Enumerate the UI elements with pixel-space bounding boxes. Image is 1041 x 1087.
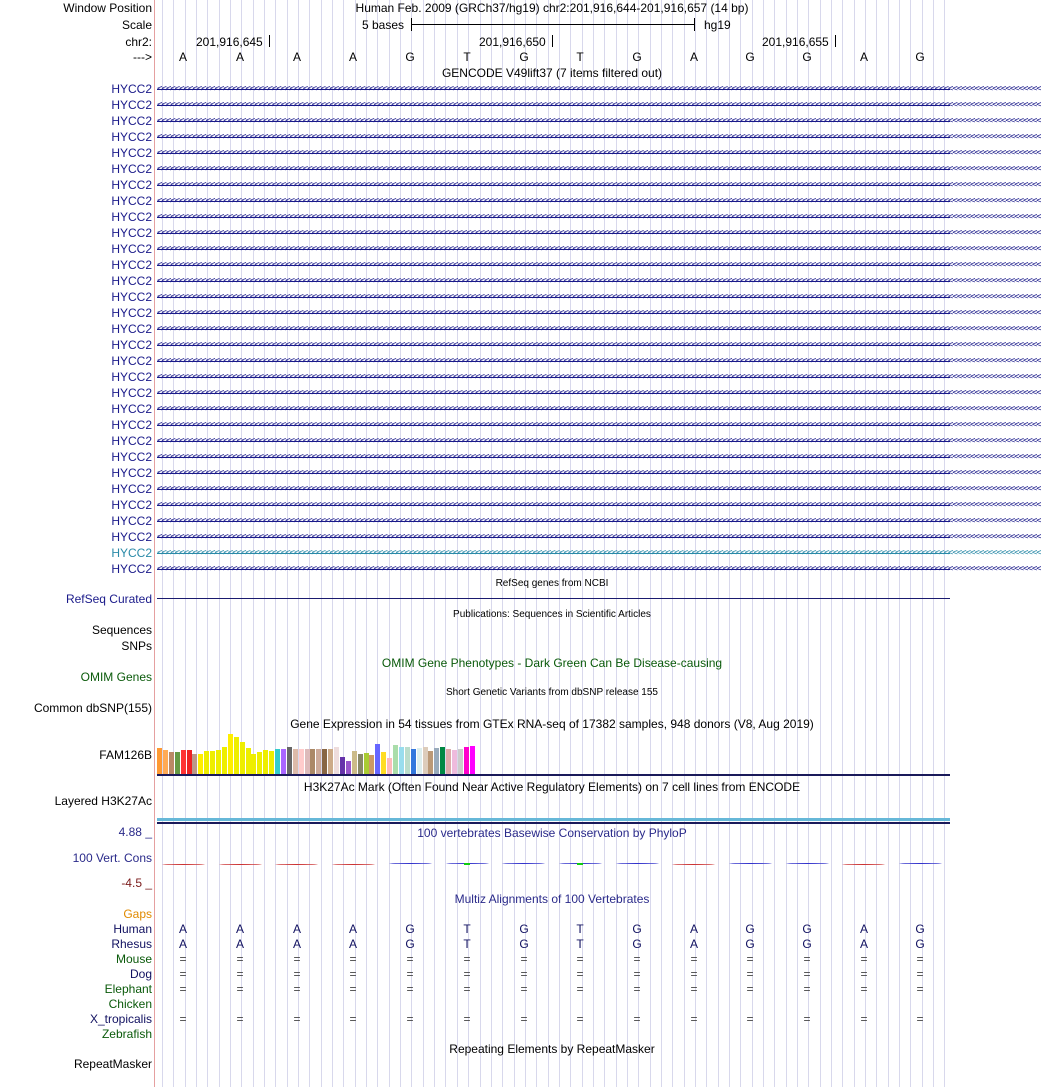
gencode-gene-label[interactable]: HYCC2	[111, 210, 152, 224]
multiz-aligned-base: =	[406, 967, 414, 981]
multiz-aligned-base: A	[292, 937, 302, 951]
phylop-y-min: -4.5 _	[121, 876, 152, 890]
gtex-tissue-bar[interactable]	[464, 747, 469, 774]
multiz-aligned-base: =	[690, 982, 698, 996]
multiz-aligned-base: G	[405, 937, 415, 951]
multiz-aligned-base: G	[915, 937, 925, 951]
base-letter: G	[519, 50, 529, 64]
gencode-gene-label[interactable]: HYCC2	[111, 226, 152, 240]
phylop-track-label[interactable]: 100 Vert. Cons	[72, 851, 152, 865]
multiz-aligned-base: =	[576, 952, 584, 966]
multiz-aligned-base: =	[746, 952, 754, 966]
gencode-gene-label[interactable]: HYCC2	[111, 258, 152, 272]
gtex-tissue-bar[interactable]	[210, 751, 215, 774]
gencode-strand-arrows: <<<<<<<<<<<<<<<<<<<<<<<<<<<<<<<<<<<<<<<<<<<<<<<<<<<<<<<<<<<<<<<<<<<<<<<<<<<<<<<<<<<<<<<<<<<<<<<<<<<<<<<<<<<<<<<<<<<<<<<<<<<<<<<<<<<<<<<<<<<<<<<<<<<<<<<<<<<<<<<<<<<<<<<<<<<<<<<<<<<<<<<<<<<<<<<<<<<<<<<<	[157, 484, 1041, 494]
multiz-aligned-base: =	[746, 967, 754, 981]
phylop-base-score[interactable]	[672, 864, 715, 866]
gtex-tissue-bar[interactable]	[346, 761, 351, 774]
multiz-species-label[interactable]: Chicken	[108, 997, 152, 1011]
multiz-aligned-base: T	[576, 937, 584, 951]
gtex-tissue-bar[interactable]	[446, 749, 451, 774]
publications-sequences-label[interactable]: Sequences	[91, 623, 152, 637]
phylop-base-score[interactable]	[332, 864, 375, 866]
position-tick	[269, 35, 270, 47]
multiz-aligned-base: =	[690, 967, 698, 981]
gtex-tissue-bar[interactable]	[375, 744, 380, 774]
gencode-strand-arrows: <<<<<<<<<<<<<<<<<<<<<<<<<<<<<<<<<<<<<<<<<<<<<<<<<<<<<<<<<<<<<<<<<<<<<<<<<<<<<<<<<<<<<<<<<<<<<<<<<<<<<<<<<<<<<<<<<<<<<<<<<<<<<<<<<<<<<<<<<<<<<<<<<<<<<<<<<<<<<<<<<<<<<<<<<<<<<<<<<<<<<<<<<<<<<<<<<<<<<<<<	[157, 148, 1041, 158]
base-letter: T	[576, 50, 584, 64]
multiz-aligned-base: =	[349, 967, 357, 981]
base-letter: G	[405, 50, 415, 64]
gtex-tissue-bar[interactable]	[458, 749, 463, 774]
multiz-track-title[interactable]: Multiz Alignments of 100 Vertebrates	[454, 892, 650, 906]
gtex-tissue-bar[interactable]	[334, 747, 339, 774]
multiz-aligned-base: =	[293, 982, 301, 996]
multiz-species-label[interactable]: Rhesus	[111, 937, 152, 951]
multiz-aligned-base: G	[519, 937, 529, 951]
gencode-strand-arrows: <<<<<<<<<<<<<<<<<<<<<<<<<<<<<<<<<<<<<<<<<<<<<<<<<<<<<<<<<<<<<<<<<<<<<<<<<<<<<<<<<<<<<<<<<<<<<<<<<<<<<<<<<<<<<<<<<<<<<<<<<<<<<<<<<<<<<<<<<<<<<<<<<<<<<<<<<<<<<<<<<<<<<<<<<<<<<<<<<<<<<<<<<<<<<<<<<<<<<<<<	[157, 308, 1041, 318]
multiz-aligned-base: =	[406, 952, 414, 966]
repeatmasker-track-label[interactable]: RepeatMasker	[73, 1057, 152, 1071]
phylop-y-max: 4.88 _	[118, 825, 152, 839]
gencode-gene-label[interactable]: HYCC2	[111, 530, 152, 544]
gtex-tissue-bar[interactable]	[287, 747, 292, 774]
gencode-strand-arrows: <<<<<<<<<<<<<<<<<<<<<<<<<<<<<<<<<<<<<<<<<<<<<<<<<<<<<<<<<<<<<<<<<<<<<<<<<<<<<<<<<<<<<<<<<<<<<<<<<<<<<<<<<<<<<<<<<<<<<<<<<<<<<<<<<<<<<<<<<<<<<<<<<<<<<<<<<<<<<<<<<<<<<<<<<<<<<<<<<<<<<<<<<<<<<<<<<<<<<<<<	[157, 180, 1041, 190]
multiz-aligned-base: A	[859, 937, 869, 951]
gtex-tissue-bar[interactable]	[440, 747, 445, 774]
phylop-base-score[interactable]	[275, 864, 318, 866]
position-tick	[835, 35, 836, 47]
phylop-base-score[interactable]	[842, 864, 885, 866]
multiz-aligned-base: =	[236, 967, 244, 981]
gtex-gene-label[interactable]: FAM126B	[99, 748, 152, 762]
multiz-aligned-base: G	[915, 922, 925, 936]
base-letter: T	[463, 50, 471, 64]
multiz-aligned-base: =	[633, 982, 641, 996]
multiz-aligned-base: =	[179, 1012, 187, 1026]
gtex-tissue-bar[interactable]	[275, 749, 280, 774]
multiz-aligned-base: =	[520, 1012, 528, 1026]
multiz-aligned-base: =	[179, 952, 187, 966]
gtex-tissue-bar[interactable]	[316, 749, 321, 774]
scale-bar-left-tick	[411, 18, 412, 31]
omim-track-label[interactable]: OMIM Genes	[80, 670, 152, 684]
gtex-tissue-bar[interactable]	[198, 754, 203, 774]
gencode-strand-arrows: <<<<<<<<<<<<<<<<<<<<<<<<<<<<<<<<<<<<<<<<<<<<<<<<<<<<<<<<<<<<<<<<<<<<<<<<<<<<<<<<<<<<<<<<<<<<<<<<<<<<<<<<<<<<<<<<<<<<<<<<<<<<<<<<<<<<<<<<<<<<<<<<<<<<<<<<<<<<<<<<<<<<<<<<<<<<<<<<<<<<<<<<<<<<<<<<<<<<<<<<	[157, 324, 1041, 334]
gencode-strand-arrows: <<<<<<<<<<<<<<<<<<<<<<<<<<<<<<<<<<<<<<<<<<<<<<<<<<<<<<<<<<<<<<<<<<<<<<<<<<<<<<<<<<<<<<<<<<<<<<<<<<<<<<<<<<<<<<<<<<<<<<<<<<<<<<<<<<<<<<<<<<<<<<<<<<<<<<<<<<<<<<<<<<<<<<<<<<<<<<<<<<<<<<<<<<<<<<<<<<<<<<<<	[157, 132, 1041, 142]
publications-track-title[interactable]: Publications: Sequences in Scientific Articles	[453, 609, 651, 620]
gencode-gene-label[interactable]: HYCC2	[111, 130, 152, 144]
multiz-aligned-base: =	[520, 952, 528, 966]
publications-snps-label[interactable]: SNPs	[121, 639, 152, 653]
multiz-aligned-base: A	[689, 937, 699, 951]
multiz-aligned-base: =	[293, 952, 301, 966]
gencode-gene-label[interactable]: HYCC2	[111, 290, 152, 304]
gtex-baseline	[157, 774, 950, 776]
gencode-gene-label[interactable]: HYCC2	[111, 242, 152, 256]
multiz-aligned-base: T	[463, 922, 471, 936]
multiz-species-label[interactable]: Human	[113, 922, 152, 936]
gtex-tissue-bar[interactable]	[352, 751, 357, 774]
multiz-aligned-base: =	[293, 1012, 301, 1026]
gencode-gene-label[interactable]: HYCC2	[111, 402, 152, 416]
gtex-tissue-bar[interactable]	[381, 752, 386, 774]
multiz-aligned-base: =	[463, 952, 471, 966]
scale-label: Scale	[121, 18, 152, 32]
gencode-strand-arrows: <<<<<<<<<<<<<<<<<<<<<<<<<<<<<<<<<<<<<<<<<<<<<<<<<<<<<<<<<<<<<<<<<<<<<<<<<<<<<<<<<<<<<<<<<<<<<<<<<<<<<<<<<<<<<<<<<<<<<<<<<<<<<<<<<<<<<<<<<<<<<<<<<<<<<<<<<<<<<<<<<<<<<<<<<<<<<<<<<<<<<<<<<<<<<<<<<<<<<<<<	[157, 212, 1041, 222]
multiz-aligned-base: =	[916, 967, 924, 981]
gencode-strand-arrows: <<<<<<<<<<<<<<<<<<<<<<<<<<<<<<<<<<<<<<<<<<<<<<<<<<<<<<<<<<<<<<<<<<<<<<<<<<<<<<<<<<<<<<<<<<<<<<<<<<<<<<<<<<<<<<<<<<<<<<<<<<<<<<<<<<<<<<<<<<<<<<<<<<<<<<<<<<<<<<<<<<<<<<<<<<<<<<<<<<<<<<<<<<<<<<<<<<<<<<<<	[157, 548, 1041, 558]
multiz-aligned-base: =	[633, 1012, 641, 1026]
refseq-gene-line[interactable]	[157, 598, 950, 599]
base-letter: A	[178, 50, 188, 64]
position-tick-label: 201,916,650	[479, 35, 546, 49]
multiz-aligned-base: A	[178, 937, 188, 951]
gtex-tissue-bar[interactable]	[157, 748, 162, 774]
multiz-aligned-base: =	[860, 967, 868, 981]
multiz-aligned-base: =	[349, 1012, 357, 1026]
base-letter: G	[802, 50, 812, 64]
multiz-aligned-base: =	[520, 982, 528, 996]
gencode-gene-label[interactable]: HYCC2	[111, 370, 152, 384]
gencode-strand-arrows: <<<<<<<<<<<<<<<<<<<<<<<<<<<<<<<<<<<<<<<<<<<<<<<<<<<<<<<<<<<<<<<<<<<<<<<<<<<<<<<<<<<<<<<<<<<<<<<<<<<<<<<<<<<<<<<<<<<<<<<<<<<<<<<<<<<<<<<<<<<<<<<<<<<<<<<<<<<<<<<<<<<<<<<<<<<<<<<<<<<<<<<<<<<<<<<<<<<<<<<<	[157, 164, 1041, 174]
phylop-base-score[interactable]	[219, 864, 262, 866]
gencode-gene-label[interactable]: HYCC2	[111, 482, 152, 496]
gencode-gene-label[interactable]: HYCC2	[111, 274, 152, 288]
multiz-species-label[interactable]: X_tropicalis	[89, 1012, 152, 1026]
gencode-gene-label[interactable]: HYCC2	[111, 338, 152, 352]
scale-bar	[411, 24, 694, 25]
multiz-aligned-base: =	[463, 1012, 471, 1026]
multiz-aligned-base: =	[916, 982, 924, 996]
gencode-gene-label[interactable]: HYCC2	[111, 546, 152, 560]
multiz-species-label[interactable]: Mouse	[115, 952, 152, 966]
multiz-aligned-base: A	[178, 922, 188, 936]
multiz-aligned-base: =	[520, 967, 528, 981]
gtex-tissue-bar[interactable]	[234, 737, 239, 774]
position-tick	[552, 35, 553, 47]
multiz-aligned-base: =	[916, 1012, 924, 1026]
multiz-aligned-base: G	[632, 937, 642, 951]
gencode-gene-label[interactable]: HYCC2	[111, 434, 152, 448]
gencode-gene-label[interactable]: HYCC2	[111, 354, 152, 368]
multiz-aligned-base: A	[859, 922, 869, 936]
gencode-strand-arrows: <<<<<<<<<<<<<<<<<<<<<<<<<<<<<<<<<<<<<<<<<<<<<<<<<<<<<<<<<<<<<<<<<<<<<<<<<<<<<<<<<<<<<<<<<<<<<<<<<<<<<<<<<<<<<<<<<<<<<<<<<<<<<<<<<<<<<<<<<<<<<<<<<<<<<<<<<<<<<<<<<<<<<<<<<<<<<<<<<<<<<<<<<<<<<<<<<<<<<<<<	[157, 356, 1041, 366]
base-letter: A	[859, 50, 869, 64]
gtex-tissue-bar[interactable]	[181, 750, 186, 774]
multiz-aligned-base: =	[633, 952, 641, 966]
window-position-label: Window Position	[63, 1, 152, 15]
phylop-conserved-mark	[464, 863, 470, 865]
gencode-gene-label[interactable]: HYCC2	[111, 178, 152, 192]
gencode-strand-arrows: <<<<<<<<<<<<<<<<<<<<<<<<<<<<<<<<<<<<<<<<<<<<<<<<<<<<<<<<<<<<<<<<<<<<<<<<<<<<<<<<<<<<<<<<<<<<<<<<<<<<<<<<<<<<<<<<<<<<<<<<<<<<<<<<<<<<<<<<<<<<<<<<<<<<<<<<<<<<<<<<<<<<<<<<<<<<<<<<<<<<<<<<<<<<<<<<<<<<<<<<	[157, 468, 1041, 478]
multiz-aligned-base: =	[576, 982, 584, 996]
multiz-aligned-base: =	[746, 982, 754, 996]
base-letter: A	[689, 50, 699, 64]
gtex-tissue-bar[interactable]	[169, 752, 174, 774]
gtex-tissue-bar[interactable]	[434, 748, 439, 774]
refseq-track-label[interactable]: RefSeq Curated	[65, 592, 152, 606]
position-tick-label: 201,916,655	[762, 35, 829, 49]
multiz-aligned-base: A	[348, 937, 358, 951]
multiz-aligned-base: =	[179, 967, 187, 981]
gtex-tissue-bar[interactable]	[322, 749, 327, 774]
gencode-strand-arrows: <<<<<<<<<<<<<<<<<<<<<<<<<<<<<<<<<<<<<<<<<<<<<<<<<<<<<<<<<<<<<<<<<<<<<<<<<<<<<<<<<<<<<<<<<<<<<<<<<<<<<<<<<<<<<<<<<<<<<<<<<<<<<<<<<<<<<<<<<<<<<<<<<<<<<<<<<<<<<<<<<<<<<<<<<<<<<<<<<<<<<<<<<<<<<<<<<<<<<<<<	[157, 276, 1041, 286]
gencode-gene-label[interactable]: HYCC2	[111, 146, 152, 160]
refseq-track-title[interactable]: RefSeq genes from NCBI	[495, 578, 609, 589]
scale-value: 5 bases	[362, 18, 405, 32]
multiz-aligned-base: =	[576, 1012, 584, 1026]
multiz-aligned-base: A	[689, 922, 699, 936]
dbsnp-track-label[interactable]: Common dbSNP(155)	[33, 701, 152, 715]
multiz-aligned-base: =	[803, 1012, 811, 1026]
gencode-strand-arrows: <<<<<<<<<<<<<<<<<<<<<<<<<<<<<<<<<<<<<<<<<<<<<<<<<<<<<<<<<<<<<<<<<<<<<<<<<<<<<<<<<<<<<<<<<<<<<<<<<<<<<<<<<<<<<<<<<<<<<<<<<<<<<<<<<<<<<<<<<<<<<<<<<<<<<<<<<<<<<<<<<<<<<<<<<<<<<<<<<<<<<<<<<<<<<<<<<<<<<<<<	[157, 244, 1041, 254]
multiz-species-label[interactable]: Dog	[129, 967, 152, 981]
gtex-tissue-bar[interactable]	[299, 749, 304, 774]
multiz-aligned-base: =	[860, 1012, 868, 1026]
base-letter: G	[915, 50, 925, 64]
gtex-tissue-bar[interactable]	[216, 750, 221, 774]
gtex-tissue-bar[interactable]	[340, 757, 345, 774]
gtex-tissue-bar[interactable]	[399, 747, 404, 774]
gencode-gene-label[interactable]: HYCC2	[111, 466, 152, 480]
gencode-gene-label[interactable]: HYCC2	[111, 386, 152, 400]
gtex-tissue-bar[interactable]	[263, 750, 268, 774]
gtex-tissue-bar[interactable]	[310, 749, 315, 774]
phylop-base-score[interactable]	[389, 863, 432, 865]
gencode-strand-arrows: <<<<<<<<<<<<<<<<<<<<<<<<<<<<<<<<<<<<<<<<<<<<<<<<<<<<<<<<<<<<<<<<<<<<<<<<<<<<<<<<<<<<<<<<<<<<<<<<<<<<<<<<<<<<<<<<<<<<<<<<<<<<<<<<<<<<<<<<<<<<<<<<<<<<<<<<<<<<<<<<<<<<<<<<<<<<<<<<<<<<<<<<<<<<<<<<<<<<<<<<	[157, 420, 1041, 430]
scale-db: hg19	[704, 18, 731, 32]
gtex-tissue-bar[interactable]	[452, 750, 457, 774]
gencode-strand-arrows: <<<<<<<<<<<<<<<<<<<<<<<<<<<<<<<<<<<<<<<<<<<<<<<<<<<<<<<<<<<<<<<<<<<<<<<<<<<<<<<<<<<<<<<<<<<<<<<<<<<<<<<<<<<<<<<<<<<<<<<<<<<<<<<<<<<<<<<<<<<<<<<<<<<<<<<<<<<<<<<<<<<<<<<<<<<<<<<<<<<<<<<<<<<<<<<<<<<<<<<<	[157, 500, 1041, 510]
h3k27ac-track-title[interactable]: H3K27Ac Mark (Often Found Near Active Regulatory Elements) on 7 cell lines from ENCODE	[303, 780, 801, 794]
gencode-strand-arrows: <<<<<<<<<<<<<<<<<<<<<<<<<<<<<<<<<<<<<<<<<<<<<<<<<<<<<<<<<<<<<<<<<<<<<<<<<<<<<<<<<<<<<<<<<<<<<<<<<<<<<<<<<<<<<<<<<<<<<<<<<<<<<<<<<<<<<<<<<<<<<<<<<<<<<<<<<<<<<<<<<<<<<<<<<<<<<<<<<<<<<<<<<<<<<<<<<<<<<<<<	[157, 452, 1041, 462]
gtex-bar-chart[interactable]	[157, 730, 950, 774]
gencode-strand-arrows: <<<<<<<<<<<<<<<<<<<<<<<<<<<<<<<<<<<<<<<<<<<<<<<<<<<<<<<<<<<<<<<<<<<<<<<<<<<<<<<<<<<<<<<<<<<<<<<<<<<<<<<<<<<<<<<<<<<<<<<<<<<<<<<<<<<<<<<<<<<<<<<<<<<<<<<<<<<<<<<<<<<<<<<<<<<<<<<<<<<<<<<<<<<<<<<<<<<<<<<<	[157, 404, 1041, 414]
gtex-tissue-bar[interactable]	[192, 754, 197, 774]
h3k27ac-signal[interactable]	[157, 818, 950, 821]
multiz-aligned-base: =	[746, 1012, 754, 1026]
omim-track-title[interactable]: OMIM Gene Phenotypes - Dark Green Can Be Disease-causing	[381, 656, 723, 670]
gencode-strand-arrows: <<<<<<<<<<<<<<<<<<<<<<<<<<<<<<<<<<<<<<<<<<<<<<<<<<<<<<<<<<<<<<<<<<<<<<<<<<<<<<<<<<<<<<<<<<<<<<<<<<<<<<<<<<<<<<<<<<<<<<<<<<<<<<<<<<<<<<<<<<<<<<<<<<<<<<<<<<<<<<<<<<<<<<<<<<<<<<<<<<<<<<<<<<<<<<<<<<<<<<<<	[157, 388, 1041, 398]
gtex-tissue-bar[interactable]	[228, 734, 233, 774]
gencode-gene-label[interactable]: HYCC2	[111, 162, 152, 176]
multiz-aligned-base: =	[179, 982, 187, 996]
multiz-aligned-base: =	[236, 1012, 244, 1026]
gencode-strand-arrows: <<<<<<<<<<<<<<<<<<<<<<<<<<<<<<<<<<<<<<<<<<<<<<<<<<<<<<<<<<<<<<<<<<<<<<<<<<<<<<<<<<<<<<<<<<<<<<<<<<<<<<<<<<<<<<<<<<<<<<<<<<<<<<<<<<<<<<<<<<<<<<<<<<<<<<<<<<<<<<<<<<<<<<<<<<<<<<<<<<<<<<<<<<<<<<<<<<<<<<<<	[157, 532, 1041, 542]
dbsnp-track-title[interactable]: Short Genetic Variants from dbSNP release 155	[446, 687, 658, 698]
gtex-tissue-bar[interactable]	[240, 742, 245, 774]
multiz-aligned-base: =	[803, 982, 811, 996]
gtex-tissue-bar[interactable]	[428, 751, 433, 774]
gencode-strand-arrows: <<<<<<<<<<<<<<<<<<<<<<<<<<<<<<<<<<<<<<<<<<<<<<<<<<<<<<<<<<<<<<<<<<<<<<<<<<<<<<<<<<<<<<<<<<<<<<<<<<<<<<<<<<<<<<<<<<<<<<<<<<<<<<<<<<<<<<<<<<<<<<<<<<<<<<<<<<<<<<<<<<<<<<<<<<<<<<<<<<<<<<<<<<<<<<<<<<<<<<<<	[157, 100, 1041, 110]
multiz-aligned-base: =	[690, 1012, 698, 1026]
multiz-aligned-base: =	[463, 967, 471, 981]
multiz-aligned-base: =	[236, 952, 244, 966]
gencode-strand-arrows: <<<<<<<<<<<<<<<<<<<<<<<<<<<<<<<<<<<<<<<<<<<<<<<<<<<<<<<<<<<<<<<<<<<<<<<<<<<<<<<<<<<<<<<<<<<<<<<<<<<<<<<<<<<<<<<<<<<<<<<<<<<<<<<<<<<<<<<<<<<<<<<<<<<<<<<<<<<<<<<<<<<<<<<<<<<<<<<<<<<<<<<<<<<<<<<<<<<<<<<<	[157, 340, 1041, 350]
gtex-tissue-bar[interactable]	[369, 755, 374, 774]
gtex-tissue-bar[interactable]	[257, 752, 262, 774]
base-letter: A	[235, 50, 245, 64]
gtex-tissue-bar[interactable]	[251, 754, 256, 774]
gtex-tissue-bar[interactable]	[175, 752, 180, 774]
gencode-strand-arrows: <<<<<<<<<<<<<<<<<<<<<<<<<<<<<<<<<<<<<<<<<<<<<<<<<<<<<<<<<<<<<<<<<<<<<<<<<<<<<<<<<<<<<<<<<<<<<<<<<<<<<<<<<<<<<<<<<<<<<<<<<<<<<<<<<<<<<<<<<<<<<<<<<<<<<<<<<<<<<<<<<<<<<<<<<<<<<<<<<<<<<<<<<<<<<<<<<<<<<<<<	[157, 564, 1041, 574]
gencode-gene-label[interactable]: HYCC2	[111, 418, 152, 432]
phylop-base-score[interactable]	[502, 863, 545, 865]
phylop-base-score[interactable]	[616, 863, 659, 865]
multiz-aligned-base: =	[803, 967, 811, 981]
multiz-aligned-base: =	[803, 952, 811, 966]
gencode-strand-arrows: <<<<<<<<<<<<<<<<<<<<<<<<<<<<<<<<<<<<<<<<<<<<<<<<<<<<<<<<<<<<<<<<<<<<<<<<<<<<<<<<<<<<<<<<<<<<<<<<<<<<<<<<<<<<<<<<<<<<<<<<<<<<<<<<<<<<<<<<<<<<<<<<<<<<<<<<<<<<<<<<<<<<<<<<<<<<<<<<<<<<<<<<<<<<<<<<<<<<<<<<	[157, 516, 1041, 526]
multiz-aligned-base: G	[745, 922, 755, 936]
repeatmasker-track-title[interactable]: Repeating Elements by RepeatMasker	[449, 1042, 655, 1056]
gencode-gene-label[interactable]: HYCC2	[111, 450, 152, 464]
label-column-divider	[154, 0, 155, 1087]
multiz-aligned-base: G	[519, 922, 529, 936]
gencode-gene-label[interactable]: HYCC2	[111, 98, 152, 112]
h3k27ac-track-label[interactable]: Layered H3K27Ac	[54, 794, 152, 808]
gencode-strand-arrows: <<<<<<<<<<<<<<<<<<<<<<<<<<<<<<<<<<<<<<<<<<<<<<<<<<<<<<<<<<<<<<<<<<<<<<<<<<<<<<<<<<<<<<<<<<<<<<<<<<<<<<<<<<<<<<<<<<<<<<<<<<<<<<<<<<<<<<<<<<<<<<<<<<<<<<<<<<<<<<<<<<<<<<<<<<<<<<<<<<<<<<<<<<<<<<<<<<<<<<<<	[157, 196, 1041, 206]
position-tick-label: 201,916,645	[196, 35, 263, 49]
gencode-strand-arrows: <<<<<<<<<<<<<<<<<<<<<<<<<<<<<<<<<<<<<<<<<<<<<<<<<<<<<<<<<<<<<<<<<<<<<<<<<<<<<<<<<<<<<<<<<<<<<<<<<<<<<<<<<<<<<<<<<<<<<<<<<<<<<<<<<<<<<<<<<<<<<<<<<<<<<<<<<<<<<<<<<<<<<<<<<<<<<<<<<<<<<<<<<<<<<<<<<<<<<<<<	[157, 116, 1041, 126]
gtex-tissue-bar[interactable]	[204, 751, 209, 774]
phylop-base-score[interactable]	[786, 863, 829, 865]
multiz-aligned-base: G	[632, 922, 642, 936]
multiz-aligned-base: G	[405, 922, 415, 936]
multiz-aligned-base: =	[633, 967, 641, 981]
gencode-gene-label[interactable]: HYCC2	[111, 322, 152, 336]
gencode-gene-label[interactable]: HYCC2	[111, 498, 152, 512]
phylop-conserved-mark	[577, 863, 583, 865]
h3k27ac-baseline	[157, 822, 950, 824]
multiz-aligned-base: =	[349, 982, 357, 996]
multiz-aligned-base: =	[293, 967, 301, 981]
gtex-track-title[interactable]: Gene Expression in 54 tissues from GTEx RNA-seq of 17382 samples, 948 donors (V8, Aug 2019)	[290, 717, 814, 731]
gencode-gene-label[interactable]: HYCC2	[111, 194, 152, 208]
multiz-aligned-base: T	[463, 937, 471, 951]
multiz-aligned-base: =	[236, 982, 244, 996]
multiz-aligned-base: A	[235, 922, 245, 936]
multiz-aligned-base: A	[348, 922, 358, 936]
multiz-aligned-base: G	[802, 922, 812, 936]
gencode-strand-arrows: <<<<<<<<<<<<<<<<<<<<<<<<<<<<<<<<<<<<<<<<<<<<<<<<<<<<<<<<<<<<<<<<<<<<<<<<<<<<<<<<<<<<<<<<<<<<<<<<<<<<<<<<<<<<<<<<<<<<<<<<<<<<<<<<<<<<<<<<<<<<<<<<<<<<<<<<<<<<<<<<<<<<<<<<<<<<<<<<<<<<<<<<<<<<<<<<<<<<<<<<	[157, 372, 1041, 382]
multiz-aligned-base: =	[463, 982, 471, 996]
multiz-aligned-base: =	[576, 967, 584, 981]
gtex-tissue-bar[interactable]	[328, 749, 333, 774]
multiz-aligned-base: A	[235, 937, 245, 951]
multiz-aligned-base: =	[860, 982, 868, 996]
multiz-aligned-base: =	[690, 952, 698, 966]
assembly-title[interactable]: Human Feb. 2009 (GRCh37/hg19) chr2:201,916,644-201,916,657 (14 bp)	[355, 1, 749, 15]
multiz-aligned-base: =	[406, 1012, 414, 1026]
gtex-tissue-bar[interactable]	[393, 745, 398, 774]
base-letter: A	[292, 50, 302, 64]
gtex-tissue-bar[interactable]	[417, 748, 422, 774]
phylop-base-score[interactable]	[729, 863, 772, 865]
gtex-tissue-bar[interactable]	[293, 749, 298, 774]
multiz-aligned-base: A	[292, 922, 302, 936]
gtex-tissue-bar[interactable]	[281, 749, 286, 774]
gtex-tissue-bar[interactable]	[163, 750, 168, 774]
gencode-strand-arrows: <<<<<<<<<<<<<<<<<<<<<<<<<<<<<<<<<<<<<<<<<<<<<<<<<<<<<<<<<<<<<<<<<<<<<<<<<<<<<<<<<<<<<<<<<<<<<<<<<<<<<<<<<<<<<<<<<<<<<<<<<<<<<<<<<<<<<<<<<<<<<<<<<<<<<<<<<<<<<<<<<<<<<<<<<<<<<<<<<<<<<<<<<<<<<<<<<<<<<<<<	[157, 436, 1041, 446]
phylop-base-score[interactable]	[899, 863, 942, 865]
gtex-tissue-bar[interactable]	[470, 746, 475, 774]
phylop-track-title[interactable]: 100 vertebrates Basewise Conservation by PhyloP	[417, 826, 687, 840]
multiz-species-label[interactable]: Zebrafish	[101, 1027, 152, 1041]
gencode-gene-label[interactable]: HYCC2	[111, 114, 152, 128]
gencode-gene-label[interactable]: HYCC2	[111, 82, 152, 96]
gencode-track-title[interactable]: GENCODE V49lift37 (7 items filtered out)	[441, 66, 663, 80]
gencode-gene-label[interactable]: HYCC2	[111, 562, 152, 576]
scale-bar-right-tick	[694, 18, 695, 31]
base-letter: G	[632, 50, 642, 64]
gtex-tissue-bar[interactable]	[358, 754, 363, 774]
base-letter: A	[348, 50, 358, 64]
gencode-strand-arrows: <<<<<<<<<<<<<<<<<<<<<<<<<<<<<<<<<<<<<<<<<<<<<<<<<<<<<<<<<<<<<<<<<<<<<<<<<<<<<<<<<<<<<<<<<<<<<<<<<<<<<<<<<<<<<<<<<<<<<<<<<<<<<<<<<<<<<<<<<<<<<<<<<<<<<<<<<<<<<<<<<<<<<<<<<<<<<<<<<<<<<<<<<<<<<<<<<<<<<<<<	[157, 260, 1041, 270]
gtex-tissue-bar[interactable]	[411, 749, 416, 774]
multiz-species-label[interactable]: Elephant	[104, 982, 152, 996]
multiz-aligned-base: =	[916, 952, 924, 966]
phylop-base-score[interactable]	[162, 864, 205, 866]
gencode-gene-label[interactable]: HYCC2	[111, 306, 152, 320]
gtex-tissue-bar[interactable]	[405, 747, 410, 774]
multiz-aligned-base: =	[860, 952, 868, 966]
chrom-label: chr2:	[125, 35, 152, 49]
multiz-aligned-base: G	[745, 937, 755, 951]
gencode-gene-label[interactable]: HYCC2	[111, 514, 152, 528]
multiz-gaps-label: Gaps	[123, 907, 152, 921]
gtex-tissue-bar[interactable]	[222, 747, 227, 774]
gencode-strand-arrows: <<<<<<<<<<<<<<<<<<<<<<<<<<<<<<<<<<<<<<<<<<<<<<<<<<<<<<<<<<<<<<<<<<<<<<<<<<<<<<<<<<<<<<<<<<<<<<<<<<<<<<<<<<<<<<<<<<<<<<<<<<<<<<<<<<<<<<<<<<<<<<<<<<<<<<<<<<<<<<<<<<<<<<<<<<<<<<<<<<<<<<<<<<<<<<<<<<<<<<<<	[157, 292, 1041, 302]
base-letter: G	[745, 50, 755, 64]
multiz-aligned-base: =	[406, 982, 414, 996]
multiz-aligned-base: G	[802, 937, 812, 951]
multiz-aligned-base: T	[576, 922, 584, 936]
multiz-aligned-base: =	[349, 952, 357, 966]
gencode-strand-arrows: <<<<<<<<<<<<<<<<<<<<<<<<<<<<<<<<<<<<<<<<<<<<<<<<<<<<<<<<<<<<<<<<<<<<<<<<<<<<<<<<<<<<<<<<<<<<<<<<<<<<<<<<<<<<<<<<<<<<<<<<<<<<<<<<<<<<<<<<<<<<<<<<<<<<<<<<<<<<<<<<<<<<<<<<<<<<<<<<<<<<<<<<<<<<<<<<<<<<<<<<	[157, 228, 1041, 238]
gencode-strand-arrows: <<<<<<<<<<<<<<<<<<<<<<<<<<<<<<<<<<<<<<<<<<<<<<<<<<<<<<<<<<<<<<<<<<<<<<<<<<<<<<<<<<<<<<<<<<<<<<<<<<<<<<<<<<<<<<<<<<<<<<<<<<<<<<<<<<<<<<<<<<<<<<<<<<<<<<<<<<<<<<<<<<<<<<<<<<<<<<<<<<<<<<<<<<<<<<<<<<<<<<<<	[157, 84, 1041, 94]
gtex-tissue-bar[interactable]	[269, 751, 274, 774]
strand-label: --->	[133, 50, 152, 64]
gtex-tissue-bar[interactable]	[387, 758, 392, 774]
